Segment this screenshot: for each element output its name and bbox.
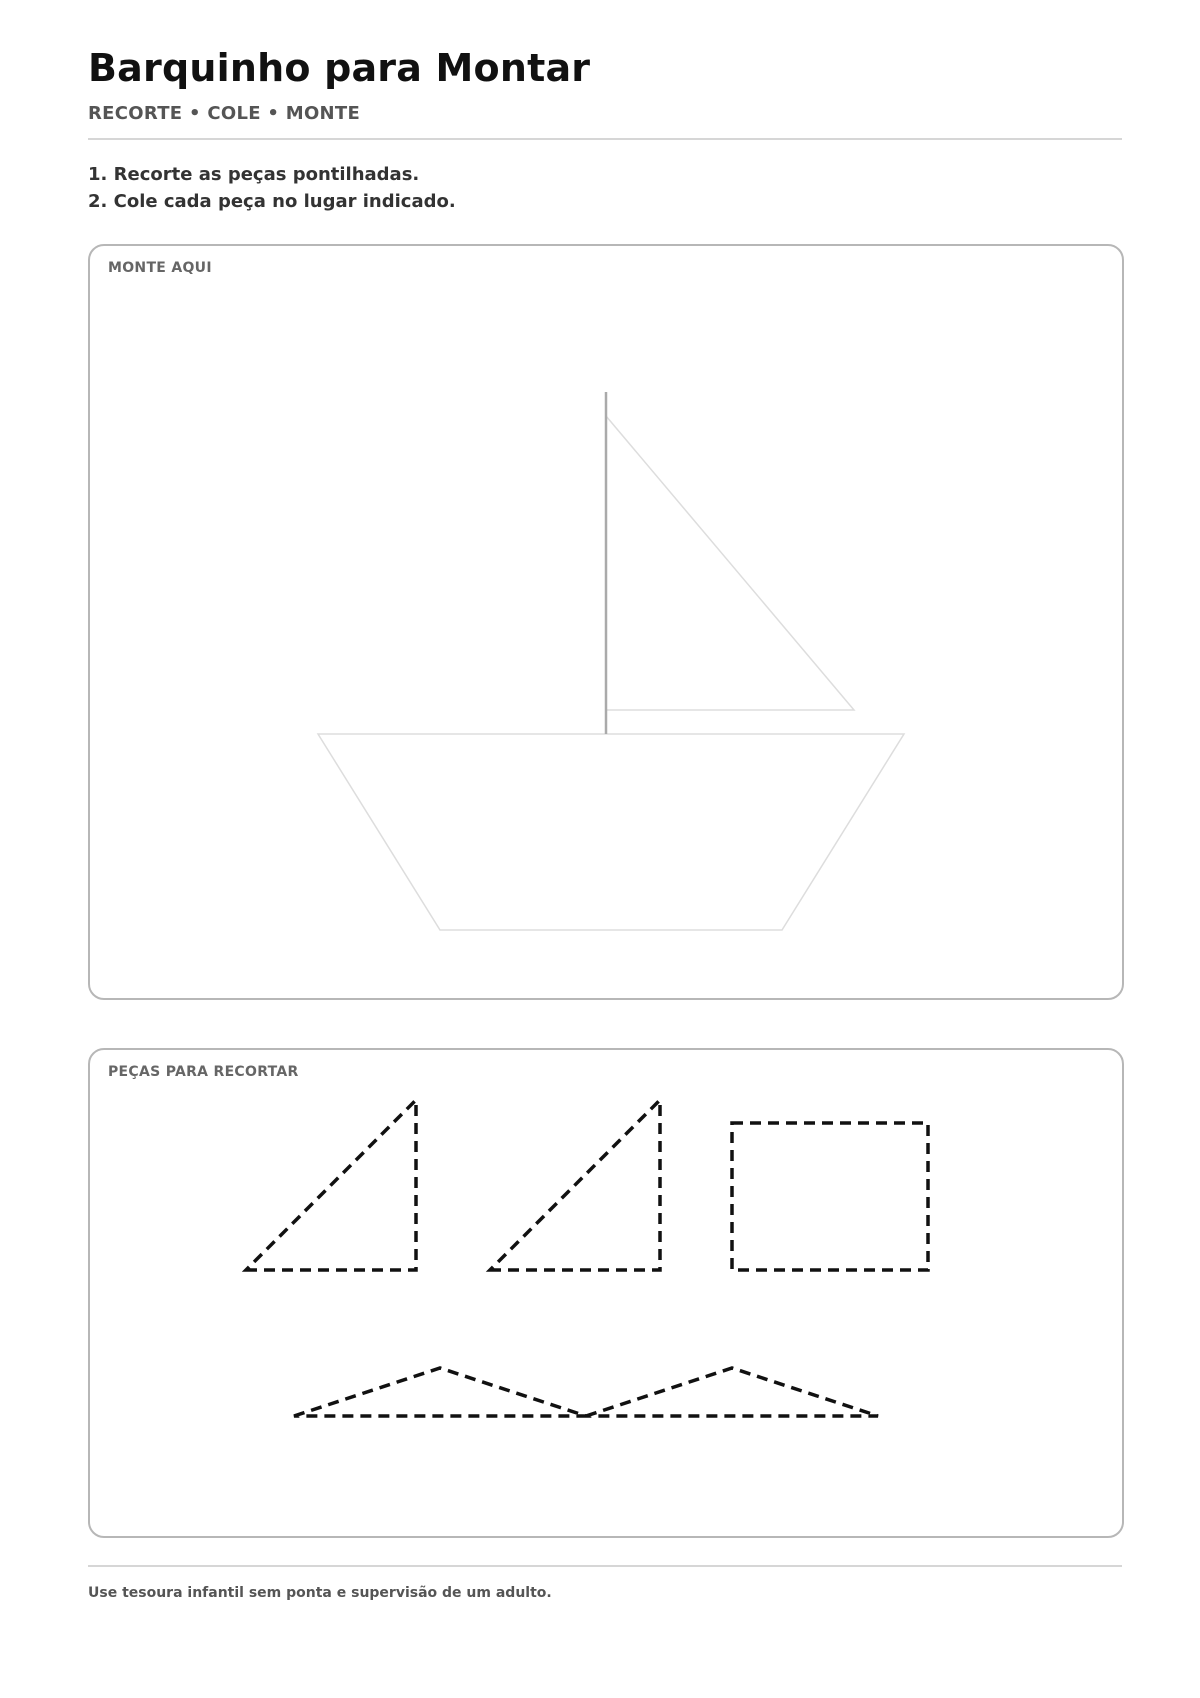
cutout-triangle-1[interactable] [246, 1100, 416, 1270]
instruction-step-2: 2. Cole cada peça no lugar indicado. [88, 191, 456, 212]
assembly-area-label: MONTE AQUI [108, 260, 212, 276]
header-divider [88, 138, 1122, 140]
boat-outline-guide [90, 246, 1122, 998]
page-title: Barquinho para Montar [88, 46, 591, 90]
cutout-pieces-sheet [90, 1050, 1122, 1536]
hull-outline [318, 734, 904, 930]
cutout-sliver-1[interactable] [294, 1368, 586, 1416]
page-subtitle: RECORTE • COLE • MONTE [88, 103, 361, 124]
safety-note: Use tesoura infantil sem ponta e supervisão de um adulto. [88, 1585, 552, 1601]
cutout-sliver-2[interactable] [586, 1368, 878, 1416]
instruction-step-1: 1. Recorte as peças pontilhadas. [88, 164, 420, 185]
cutout-pieces-area [88, 1048, 1124, 1538]
assembly-area [88, 244, 1124, 1000]
cutout-rectangle[interactable] [732, 1123, 928, 1270]
cutout-triangle-2[interactable] [490, 1100, 660, 1270]
cutout-pieces-label: PEÇAS PARA RECORTAR [108, 1064, 299, 1080]
instruction-list [88, 161, 456, 215]
sail-outline [606, 416, 854, 710]
footer-divider [88, 1565, 1122, 1567]
